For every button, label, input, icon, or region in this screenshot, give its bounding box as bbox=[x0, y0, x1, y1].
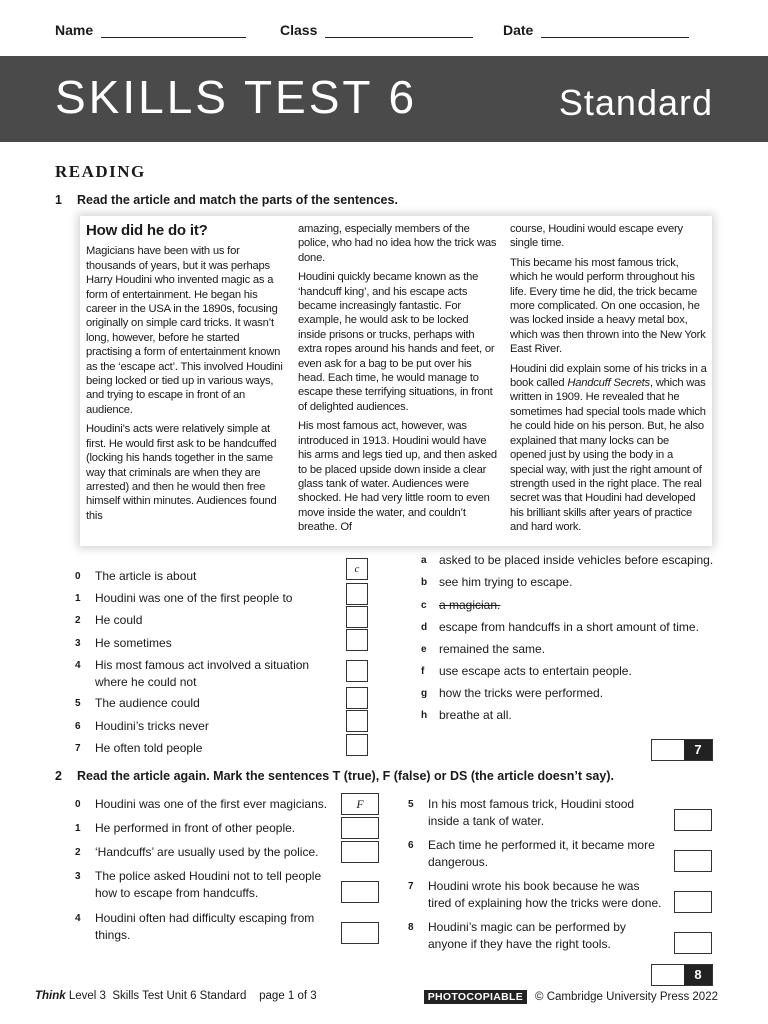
name-line[interactable] bbox=[101, 22, 246, 38]
article-paragraph: Houdini quickly became known as the ‘handcuff king’, and his escape acts became increasingly fantastic. For example, he would ask to be locked inside prisons or trucks, perhaps with extra ropes around his hands and feet, or even ask for a bag to be put over his head. Each time, he would manage to escape these terrifying situations, in front of delighted audiences. bbox=[298, 271, 495, 413]
q1-options-list: a asked to be placed inside vehicles before escaping. b see him trying to escape. c a magician. d escape from handcuffs in a short amount of time. e remained the same. f use escape acts to entertain people. g how the tricks were performed. h breathe at all. bbox=[421, 553, 714, 722]
tf-box-1[interactable] bbox=[341, 817, 379, 839]
article-paragraph: course, Houdini would escape every single time. bbox=[510, 223, 683, 250]
q1-number: 1 bbox=[55, 193, 62, 207]
test-level: Standard bbox=[558, 82, 713, 123]
footer-details: Level 3 Skills Test Unit 6 Standard page 1 of 3 bbox=[65, 990, 317, 1002]
q1-score-box[interactable] bbox=[651, 739, 713, 761]
answer-box-3[interactable] bbox=[346, 629, 368, 651]
class-line[interactable] bbox=[325, 22, 473, 38]
q2-number: 2 bbox=[55, 769, 62, 783]
date-line[interactable] bbox=[541, 22, 689, 38]
article-paragraph: His most famous act, however, was introduced in 1913. Houdini would have his arms and legs tied up, and then asked to be placed upside down inside a clear glass tank of water. Audiences were shocked. He had very little room to even move inside the water, and couldn’t breathe. Of bbox=[298, 420, 497, 534]
article-paragraph: This became his most famous trick, which he would perform throughout his life. Every time he did, the trick became more complicated. On one occasion, he was locked inside a heavy metal box, which was then thrown into the New York East River. bbox=[510, 256, 706, 356]
tf-box-0[interactable]: F bbox=[341, 793, 379, 815]
answer-box-4[interactable] bbox=[346, 660, 368, 682]
q2-instruction-text: Read the article again. Mark the sentences T (true), F (false) or DS (the article doesn’t say). bbox=[77, 769, 614, 783]
student-info-fields bbox=[55, 22, 715, 44]
title-banner bbox=[0, 56, 768, 142]
article-paragraph bbox=[510, 362, 708, 535]
article-column-1 bbox=[86, 222, 286, 528]
article-column-3 bbox=[510, 222, 708, 540]
article-text: Houdini did explain some of his tricks in a book called bbox=[510, 362, 707, 390]
tf-box-7[interactable] bbox=[674, 891, 712, 913]
date-label: Date bbox=[503, 22, 534, 38]
article-paragraph: amazing, especially members of the police, who had no idea how the trick was done. bbox=[298, 223, 497, 264]
article-paragraph: Magicians have been with us for thousands of years, but it was perhaps Harry Houdini who invented magic as a form of entertainment. He began his career in the USA in the 1890s, focusing originally on simple card tricks. It wasn’t long, however, before he started practising a form of entertainment known as the ‘escape act’. This involved Houdini being locked or tied up in various ways, and trying to escape in front of an audience. bbox=[86, 245, 283, 416]
article-column-2 bbox=[298, 222, 498, 540]
photocopiable-badge: PHOTOCOPIABLE bbox=[424, 990, 527, 1004]
article-box bbox=[80, 216, 712, 546]
footer-brand: Think bbox=[35, 990, 66, 1002]
answer-box-7[interactable] bbox=[346, 734, 368, 756]
section-title: READING bbox=[55, 162, 146, 181]
footer-copyright-block bbox=[424, 990, 718, 1004]
answer-box-0[interactable]: c bbox=[346, 558, 368, 580]
q1-instruction bbox=[55, 193, 398, 207]
q2-score-value: 8 bbox=[684, 965, 712, 985]
answer-box-5[interactable] bbox=[346, 687, 368, 709]
tf-box-5[interactable] bbox=[674, 809, 712, 831]
q1-sentence-list: 0 The article is about 1 Houdini was one of the first people to 2 He could 3 He sometimes 4 His most famous act involved a situation where he could not 5 The audience could 6 Houdini’s tricks never 7 He often told people bbox=[75, 569, 310, 755]
q2-score-box[interactable] bbox=[651, 964, 713, 986]
answer-box-6[interactable] bbox=[346, 710, 368, 732]
footer-info bbox=[35, 990, 317, 1002]
answer-box-2[interactable] bbox=[346, 606, 368, 628]
class-label: Class bbox=[280, 22, 318, 38]
test-title: SKILLS TEST 6 bbox=[55, 71, 418, 123]
name-label: Name bbox=[55, 22, 94, 38]
q2-instruction bbox=[55, 769, 614, 783]
article-text: , which was written in 1909. He revealed that he sometimes had special tools made which he could hide on his person. But, he also explained that many locks can be opened just by using the body in a special way, with just the right amount of strength used in the right place. The real secret was that Houdini had developed his brilliant skills after years of practice and hard work. bbox=[510, 377, 706, 534]
article-title: How did he do it? bbox=[86, 222, 208, 239]
tf-box-4[interactable] bbox=[341, 922, 379, 944]
date-field[interactable] bbox=[503, 22, 689, 38]
tf-box-2[interactable] bbox=[341, 841, 379, 863]
class-field[interactable] bbox=[280, 22, 473, 38]
q1-score-value: 7 bbox=[684, 740, 712, 760]
answer-box-1[interactable] bbox=[346, 583, 368, 605]
tf-box-6[interactable] bbox=[674, 850, 712, 872]
book-title: Handcuff Secrets bbox=[567, 377, 650, 390]
name-field[interactable] bbox=[55, 22, 246, 38]
tf-box-3[interactable] bbox=[341, 881, 379, 903]
tf-box-8[interactable] bbox=[674, 932, 712, 954]
q2-left-list: 0 Houdini was one of the first ever magicians. 1 He performed in front of other people. 2 ‘Handcuffs’ are usually used by the police. 3 The police asked Houdini not to tell people how to escape from handcuffs. 4 Houdini often had difficulty escaping from things. bbox=[75, 797, 328, 942]
q1-instruction-text: Read the article and match the parts of the sentences. bbox=[77, 193, 398, 207]
q2-right-list: 5 In his most famous trick, Houdini stood inside a tank of water. 6 Each time he performed it, it became more dangerous. 7 Houdini wrote his book because he was tired of explaining how the tricks were done. 8 Houdini’s magic can be performed by anyone if they have the right tools. bbox=[408, 797, 662, 951]
article-paragraph: Houdini’s acts were relatively simple at first. He would first ask to be handcuffed (locking his hands together in the same way that criminals are when they are arrested) and then he would then free himself within minutes. Audiences found this bbox=[86, 423, 277, 522]
footer-copyright: © Cambridge University Press 2022 bbox=[535, 991, 718, 1003]
